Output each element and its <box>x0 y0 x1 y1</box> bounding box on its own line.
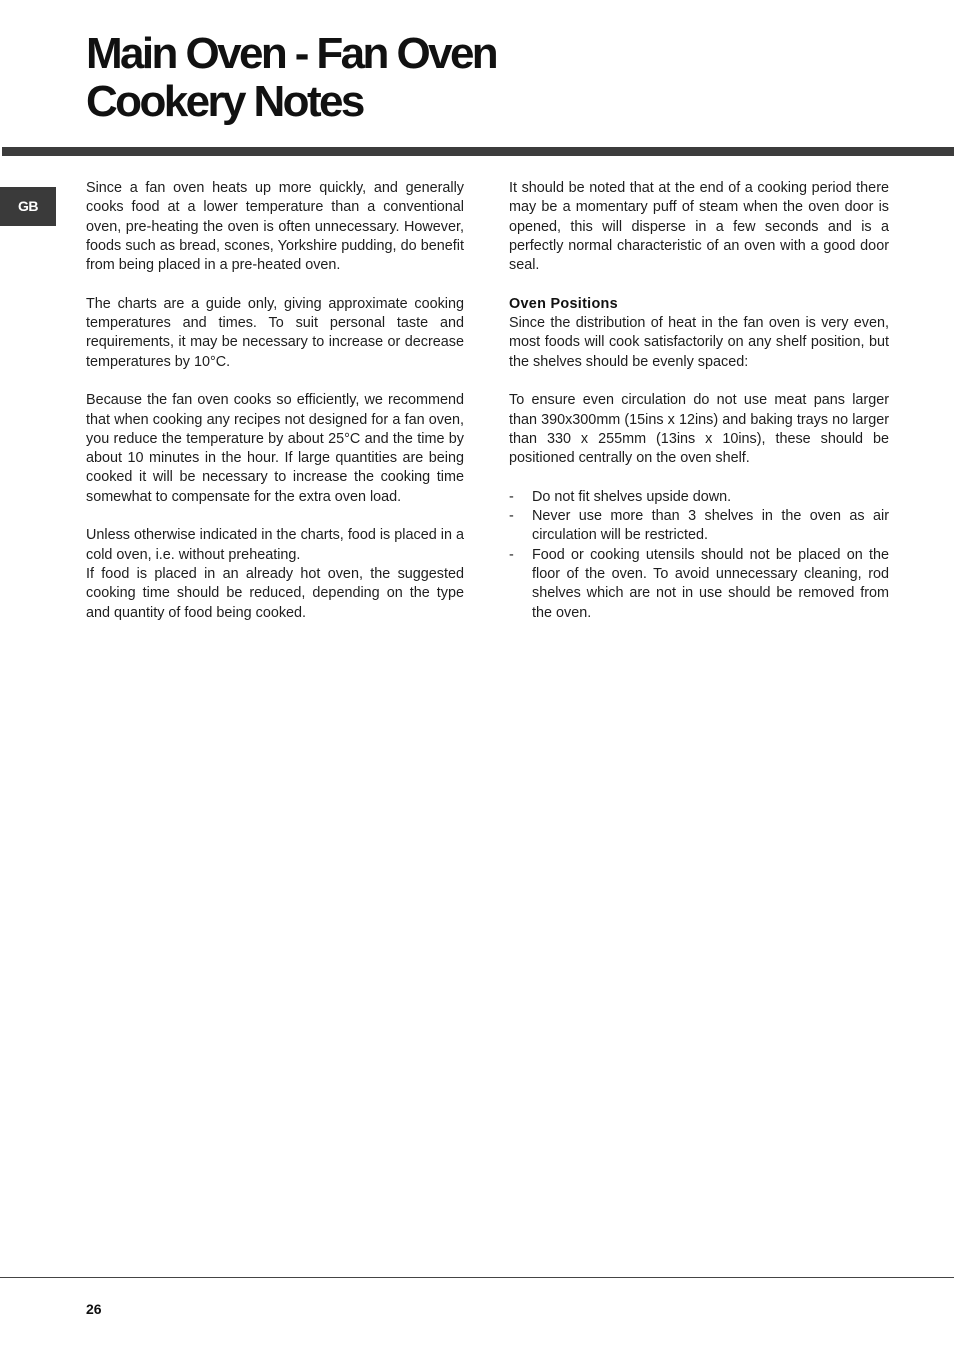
paragraph-hot-oven: If food is placed in an already hot oven, the suggested cooking time should be reduced, depending on the type and quantity of food being cooked. <box>86 565 464 621</box>
bullet-marker: - <box>509 546 514 563</box>
bullet-marker: - <box>509 508 514 525</box>
paragraph-cold-oven: Unless otherwise indicated in the charts, food is placed in a cold oven, i.e. without preheating. <box>86 527 464 563</box>
left-column <box>86 179 464 642</box>
language-tab: GB <box>0 187 56 226</box>
page-number: 26 <box>86 1301 102 1317</box>
section-heading-oven-positions: Oven Positions <box>509 295 618 312</box>
right-column <box>509 179 889 623</box>
paragraph-heat-distribution: Since the distribution of heat in the fan oven is very even, most foods will cook satisfactorily on any shelf position, but the shelves should be evenly spaced: <box>509 315 889 370</box>
list-item-text: Food or cooking utensils should not be placed on the floor of the oven. To avoid unnecessary cleaning, rod shelves which are not in use should be removed from the oven. <box>532 546 889 621</box>
list-item-text: Never use more than 3 shelves in the oven as air circulation will be restricted. <box>532 508 889 544</box>
list-item <box>509 546 889 623</box>
list-item <box>509 507 889 546</box>
paragraph-even-circulation: To ensure even circulation do not use meat pans larger than 390x300mm (15ins x 12ins) and baking trays no larger than 330 x 255mm (13ins x 10ins), these should be positioned centrally on the oven shelf. <box>509 392 889 467</box>
page-title <box>86 30 496 126</box>
page-title-line-1: Main Oven - Fan Oven <box>86 29 497 78</box>
paragraph-charts-guide: The charts are a guide only, giving approximate cooking temperatures and times. To suit personal taste and requirements, it may be necessary to increase or decrease temperatures by 10°C. <box>86 295 464 370</box>
bullet-marker: - <box>509 488 514 505</box>
footer-divider <box>0 1277 954 1278</box>
page-title-line-2: Cookery Notes <box>86 77 363 126</box>
header-divider <box>2 147 954 156</box>
paragraph-preheating: Since a fan oven heats up more quickly, and generally cooks food at a lower temperature than a conventional oven, pre-heating the oven is often unnecessary. However, foods such as bread, scones, Yorkshire pudding, do benefit from being placed in a pre-heated oven. <box>86 180 464 274</box>
paragraph-efficiency: Because the fan oven cooks so efficiently, we recommend that when cooking any recipes not designed for a fan oven, you reduce the temperature by about 25°C and the time by about 10 minutes in the hour. If large quantities are being cooked it will be necessary to increase the cooking time somewhat to compensate for the extra oven load. <box>86 392 464 505</box>
shelf-instructions-list <box>509 488 889 623</box>
list-item-text: Do not fit shelves upside down. <box>532 488 732 505</box>
list-item <box>509 488 889 507</box>
paragraph-steam-note: It should be noted that at the end of a cooking period there may be a momentary puff of steam when the oven door is opened, this will disperse in a few seconds and is a perfectly normal characteristic of an oven with a good door seal. <box>509 180 889 274</box>
